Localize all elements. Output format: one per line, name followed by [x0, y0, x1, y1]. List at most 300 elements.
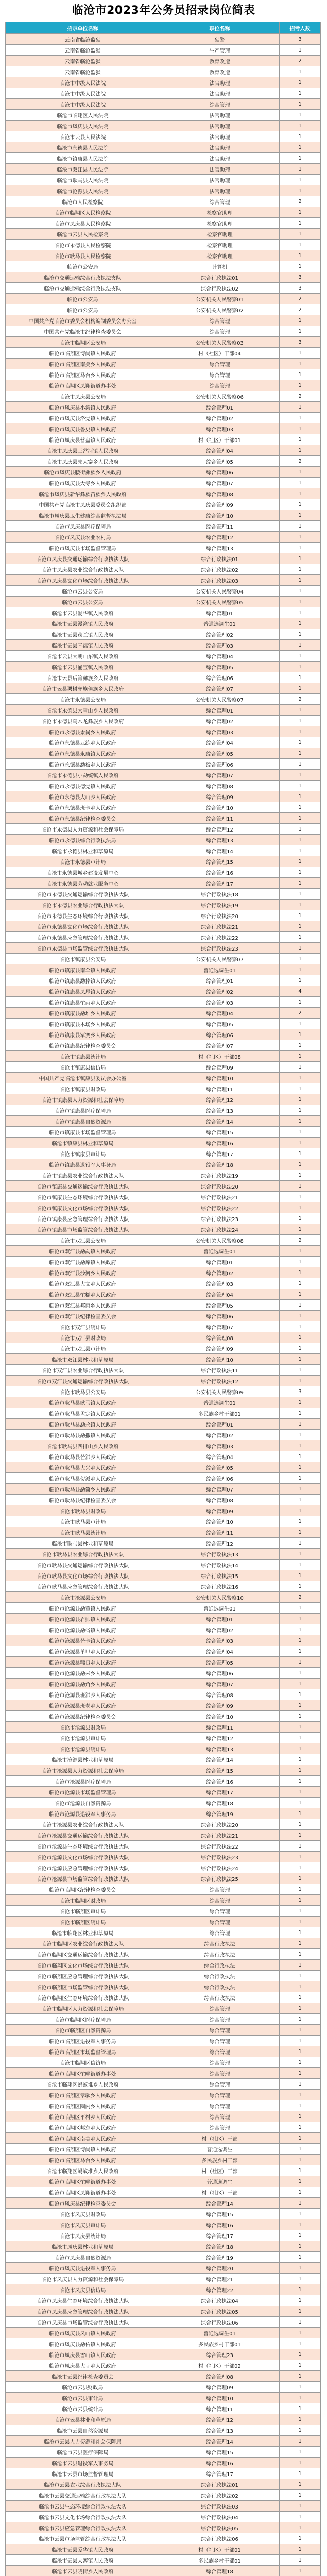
table-row	[6, 2252, 321, 2263]
unit-name-cell: 临沧市耿马县农业综合行政执法大队	[6, 1549, 160, 1560]
position-name-cell: 综合管理05	[160, 1462, 280, 1473]
unit-name-cell: 临沧市永德县人力资源和社会保障局	[6, 824, 160, 835]
table-row	[6, 1603, 321, 1614]
headcount-cell: 2	[280, 456, 321, 467]
headcount-cell: 2	[280, 391, 321, 402]
position-name-cell: 综合管理17	[160, 1148, 280, 1159]
position-name-cell: 综合行政执法20	[160, 1819, 280, 1830]
unit-name-cell: 临沧市镇康县信访局	[6, 1062, 160, 1073]
unit-name-cell: 临沧市云县大寨镇人民政府	[6, 2555, 160, 2566]
headcount-cell: 1	[280, 845, 321, 856]
unit-name-cell: 临沧市中级人民法院	[6, 99, 160, 110]
position-name-cell: 综合管理06	[160, 759, 280, 770]
unit-name-cell: 临沧市临翔区凤翔街道办事处	[6, 2187, 160, 2198]
position-name-cell: 综合管理03	[160, 726, 280, 737]
unit-name-cell: 临沧市永德县综合行政执法局	[6, 835, 160, 845]
headcount-cell: 1	[280, 1906, 321, 1917]
unit-name-cell: 临沧市镇康县纪律检查委员会	[6, 1040, 160, 1051]
headcount-cell: 1	[280, 2338, 321, 2349]
table-row	[6, 2057, 321, 2068]
table-row	[6, 2274, 321, 2284]
position-name-cell: 综合行政执法19	[160, 1170, 280, 1181]
unit-name-cell: 临沧市临翔区邦东乡人民政府	[6, 2122, 160, 2133]
position-name-cell: 普通选调生01	[160, 1603, 280, 1614]
headcount-cell: 1	[280, 2100, 321, 2111]
position-name-cell: 村（社区）干部04	[160, 348, 280, 359]
position-name-cell: 法官助理	[160, 185, 280, 196]
position-name-cell: 综合行政执法21	[160, 1192, 280, 1202]
position-name-cell: 综合管理15	[160, 2209, 280, 2219]
headcount-cell: 1	[280, 2155, 321, 2165]
unit-name-cell: 临沧市云县退役军人事务局	[6, 2458, 160, 2468]
unit-name-cell: 临沧市沧源县勐角乡人民政府	[6, 1679, 160, 1689]
headcount-cell: 1	[280, 1127, 321, 1138]
table-row	[6, 1235, 321, 1246]
headcount-cell: 1	[280, 2274, 321, 2284]
headcount-cell: 1	[280, 791, 321, 802]
unit-name-cell: 临沧市临翔区蚂蚁堆乡人民政府	[6, 2079, 160, 2090]
unit-name-cell: 临沧市沧源县自然资源局	[6, 1798, 160, 1808]
position-name-cell: 综合管理06	[160, 1029, 280, 1040]
position-name-cell: 综合管理09	[160, 1062, 280, 1073]
unit-name-cell: 临沧市凤庆县退役军人事务局	[6, 2263, 160, 2274]
headcount-cell: 3	[280, 1386, 321, 1397]
position-name-cell: 综合管理05	[160, 1019, 280, 1029]
headcount-cell: 1	[280, 1354, 321, 1365]
table-row	[6, 1592, 321, 1603]
position-name-cell: 综合管理02	[160, 986, 280, 997]
table-row	[6, 1657, 321, 1668]
unit-name-cell: 临沧市临翔区人民法院	[6, 110, 160, 121]
position-name-cell: 综合管理10	[160, 1354, 280, 1365]
position-name-cell: 综合管理	[160, 196, 280, 207]
table-row	[6, 1884, 321, 1895]
unit-name-cell: 临沧市双江县大文乡人民政府	[6, 1278, 160, 1289]
unit-name-cell: 临沧市凤庆县医疗保障局	[6, 521, 160, 532]
position-name-cell: 综合管理15	[160, 1765, 280, 1776]
table-row	[6, 121, 321, 131]
position-name-cell: 综合管理04	[160, 1289, 280, 1300]
headcount-cell: 1	[280, 1148, 321, 1159]
headcount-cell: 1	[280, 1170, 321, 1181]
unit-name-cell: 临沧市云县爱华镇人民政府	[6, 607, 160, 618]
position-name-cell: 村（社区）干部08	[160, 1051, 280, 1062]
position-name-cell: 综合行政执法15	[160, 1570, 280, 1581]
table-row	[6, 2512, 321, 2522]
unit-name-cell: 临沧市镇康县退役军人事务局	[6, 1159, 160, 1170]
headcount-cell: 1	[280, 2458, 321, 2468]
headcount-cell: 1	[280, 1722, 321, 1733]
headcount-cell: 1	[280, 1938, 321, 1949]
position-name-cell: 教育改造	[160, 56, 280, 66]
unit-name-cell: 临沧市永德县大雪山乡人民政府	[6, 705, 160, 716]
headcount-cell: 1	[280, 2566, 321, 2576]
table-row	[6, 2349, 321, 2360]
position-name-cell: 综合管理04	[160, 651, 280, 662]
position-name-cell: 综合行政执法01	[160, 553, 280, 564]
table-row	[6, 781, 321, 791]
position-name-cell: 公安机关人民警察06	[160, 391, 280, 402]
headcount-cell: 1	[280, 2187, 321, 2198]
position-name-cell: 普通选调生01	[160, 2328, 280, 2338]
unit-name-cell: 临沧市沧源县勐董镇人民政府	[6, 1603, 160, 1614]
unit-name-cell: 临沧市镇康县自然资源局	[6, 1116, 160, 1127]
unit-name-cell: 临沧市永德县亚练乡人民政府	[6, 737, 160, 748]
headcount-cell: 1	[280, 1365, 321, 1376]
unit-name-cell: 临沧市云县农业综合行政执法大队	[6, 2479, 160, 2490]
table-row	[6, 2198, 321, 2209]
unit-name-cell: 临沧市凤庆县统计局	[6, 2230, 160, 2241]
position-name-cell: 综合管理	[160, 315, 280, 326]
table-row	[6, 824, 321, 835]
unit-name-cell: 临沧市临翔区农业综合行政执法大队	[6, 1938, 160, 1949]
headcount-cell: 1	[280, 856, 321, 867]
table-row	[6, 1960, 321, 1971]
unit-name-cell: 临沧市永德县林业和草原局	[6, 845, 160, 856]
position-name-cell: 综合管理	[160, 2111, 280, 2122]
table-row	[6, 304, 321, 315]
headcount-cell: 1	[280, 478, 321, 488]
headcount-cell: 1	[280, 2544, 321, 2555]
table-row	[6, 2144, 321, 2155]
unit-name-cell: 临沧市双江县农业综合行政执法大队	[6, 1365, 160, 1376]
table-row	[6, 467, 321, 478]
unit-name-cell: 临沧市耿马县孟定镇人民政府	[6, 1408, 160, 1419]
position-name-cell: 综合管理12	[160, 1094, 280, 1105]
headcount-cell: 1	[280, 1895, 321, 1906]
position-name-cell: 综合行政执法	[160, 1992, 280, 2003]
headcount-cell: 1	[280, 1029, 321, 1040]
position-name-cell: 教育改造	[160, 66, 280, 77]
headcount-cell: 1	[280, 1949, 321, 1960]
table-row	[6, 1062, 321, 1073]
table-row	[6, 770, 321, 781]
unit-name-cell: 临沧市镇康县统计局	[6, 1051, 160, 1062]
unit-name-cell: 临沧市凤庆县郭大寨乡人民政府	[6, 456, 160, 467]
position-name-cell: 普通选调生	[160, 2144, 280, 2155]
unit-name-cell: 临沧市沧源县审计局	[6, 1733, 160, 1743]
table-row	[6, 56, 321, 66]
table-row	[6, 802, 321, 813]
position-name-cell: 综合行政执法22	[160, 1202, 280, 1213]
unit-name-cell: 临沧市临翔区南美乡人民政府	[6, 359, 160, 369]
headcount-cell: 3	[280, 272, 321, 283]
table-row	[6, 294, 321, 304]
position-name-cell: 法官助理	[160, 164, 280, 175]
headcount-cell: 1	[280, 1570, 321, 1581]
headcount-cell: 1	[280, 1787, 321, 1798]
unit-name-cell: 临沧市凤庆县市场监管综合行政执法大队	[6, 2317, 160, 2328]
table-row	[6, 1754, 321, 1765]
unit-name-cell: 临沧市沧源县勐省镇人民政府	[6, 1624, 160, 1635]
position-name-cell: 综合管理19	[160, 1808, 280, 1819]
position-name-cell: 检察官助理	[160, 240, 280, 250]
unit-name-cell: 临沧市凤庆县生态环境综合行政执法大队	[6, 2295, 160, 2306]
table-row	[6, 575, 321, 586]
table-row	[6, 835, 321, 845]
headcount-cell: 1	[280, 1473, 321, 1484]
unit-name-cell: 临沧市沧源县应急管理综合行政执法大队	[6, 1862, 160, 1873]
position-name-cell: 综合行政执法01	[160, 272, 280, 283]
headcount-cell: 1	[280, 662, 321, 672]
position-name-cell: 普通选调生01	[160, 618, 280, 629]
table-row	[6, 889, 321, 900]
headcount-cell: 1	[280, 770, 321, 781]
table-row	[6, 391, 321, 402]
table-row	[6, 1624, 321, 1635]
position-name-cell: 综合管理	[160, 1917, 280, 1927]
headcount-cell: 1	[280, 759, 321, 770]
position-name-cell: 综合管理	[160, 1906, 280, 1917]
headcount-cell: 1	[280, 2555, 321, 2566]
table-row	[6, 1473, 321, 1484]
position-name-cell: 检察官助理	[160, 229, 280, 240]
unit-name-cell: 临沧市耿马县林业和草原局	[6, 1538, 160, 1549]
table-row	[6, 954, 321, 964]
position-name-cell: 综合管理10	[160, 1711, 280, 1722]
table-row	[6, 1311, 321, 1321]
unit-name-cell: 临沧市双江县勐勐镇人民政府	[6, 1246, 160, 1257]
position-name-cell: 综合管理09	[160, 499, 280, 510]
table-row	[6, 662, 321, 672]
table-row	[6, 164, 321, 175]
headcount-cell: 1	[280, 2284, 321, 2295]
unit-name-cell: 临沧市沧源县市场监管综合行政执法大队	[6, 1873, 160, 1884]
position-name-cell: 综合管理11	[160, 813, 280, 824]
headcount-cell: 2	[280, 304, 321, 315]
unit-name-cell: 临沧市镇康县人力资源和社会保障局	[6, 1094, 160, 1105]
position-name-cell: 综合管理11	[160, 2403, 280, 2414]
headcount-cell: 1	[280, 153, 321, 164]
unit-name-cell: 临沧市镇康县市场监管综合行政执法大队	[6, 1224, 160, 1235]
unit-name-cell: 临沧市云县幸福镇人民政府	[6, 640, 160, 651]
headcount-cell: 1	[280, 716, 321, 726]
headcount-cell: 1	[280, 597, 321, 607]
position-name-cell: 多民族乡村干部01	[160, 2555, 280, 2566]
position-name-cell: 综合行政执法23	[160, 1213, 280, 1224]
headcount-cell: 1	[280, 640, 321, 651]
table-row	[6, 434, 321, 445]
headcount-cell: 1	[280, 521, 321, 532]
table-row	[6, 423, 321, 434]
unit-name-cell: 临沧市临翔区林业和草原局	[6, 1927, 160, 1938]
position-name-cell: 综合管理06	[160, 467, 280, 478]
table-row	[6, 2533, 321, 2544]
position-name-cell: 综合管理03	[160, 640, 280, 651]
unit-name-cell: 临沧市永德县文化市场综合行政执法大队	[6, 921, 160, 932]
position-name-cell: 检察官助理	[160, 250, 280, 261]
unit-name-cell: 临沧市沧源县文化市场综合行政执法大队	[6, 1852, 160, 1862]
headcount-cell: 1	[280, 1300, 321, 1311]
table-row	[6, 1040, 321, 1051]
table-row	[6, 672, 321, 683]
table-row	[6, 488, 321, 499]
position-name-cell: 检察官助理	[160, 207, 280, 218]
position-name-cell: 综合管理05	[160, 456, 280, 467]
position-name-cell: 综合管理11	[160, 1527, 280, 1538]
unit-name-cell: 临沧市永德县崇岗乡人民政府	[6, 726, 160, 737]
unit-name-cell: 临沧市永德县市场监管综合行政执法大队	[6, 943, 160, 954]
headcount-cell: 1	[280, 1430, 321, 1440]
table-row	[6, 1321, 321, 1332]
unit-name-cell: 临沧市双江县忙糯乡人民政府	[6, 1289, 160, 1300]
headcount-cell: 1	[280, 2360, 321, 2371]
unit-name-cell: 临沧市沧源县芒卡镇人民政府	[6, 1635, 160, 1646]
table-row	[6, 943, 321, 954]
unit-name-cell: 临沧市云县财政局	[6, 2382, 160, 2393]
table-row	[6, 1992, 321, 2003]
headcount-cell: 1	[280, 2079, 321, 2090]
headcount-cell: 1	[280, 261, 321, 272]
table-row	[6, 413, 321, 423]
position-name-cell: 综合管理	[160, 2090, 280, 2100]
unit-name-cell: 临沧市云县纪律检查委员会	[6, 2371, 160, 2382]
position-name-cell: 综合管理	[160, 380, 280, 391]
headcount-cell: 1	[280, 651, 321, 662]
unit-name-cell: 临沧市耿马县勐撒镇人民政府	[6, 1430, 160, 1440]
table-row	[6, 867, 321, 878]
table-row	[6, 240, 321, 250]
headcount-cell: 1	[280, 2317, 321, 2328]
headcount-cell: 3	[280, 34, 321, 45]
headcount-cell: 1	[280, 488, 321, 499]
unit-name-cell: 临沧市云县茂兰镇人民政府	[6, 629, 160, 640]
table-row	[6, 1819, 321, 1830]
position-name-cell: 法官助理	[160, 131, 280, 142]
table-row	[6, 1376, 321, 1386]
headcount-cell: 1	[280, 802, 321, 813]
table-row	[6, 813, 321, 824]
unit-name-cell: 临沧市凤庆县文化市场综合行政执法大队	[6, 575, 160, 586]
table-row	[6, 1981, 321, 1992]
table-row	[6, 2338, 321, 2349]
table-row	[6, 878, 321, 889]
position-name-cell: 综合管理	[160, 1884, 280, 1895]
table-row	[6, 564, 321, 575]
headcount-cell: 2	[280, 694, 321, 705]
position-name-cell: 法官助理	[160, 142, 280, 153]
table-row	[6, 348, 321, 359]
headcount-cell: 1	[280, 1484, 321, 1495]
unit-name-cell: 临沧市沧源县人力资源和社会保障局	[6, 1765, 160, 1776]
table-row	[6, 2544, 321, 2555]
table-row	[6, 1852, 321, 1862]
position-name-cell: 综合管理	[160, 1927, 280, 1938]
unit-name-cell: 临沧市临翔区自然资源局	[6, 2025, 160, 2036]
table-row	[6, 1462, 321, 1473]
table-row	[6, 1549, 321, 1560]
table-row	[6, 716, 321, 726]
position-name-cell: 综合行政执法19	[160, 900, 280, 910]
position-name-cell: 综合行政执法06	[160, 2533, 280, 2544]
headcount-cell: 1	[280, 2252, 321, 2263]
unit-name-cell: 临沧市临翔区马台乡人民政府	[6, 2155, 160, 2165]
table-row	[6, 2490, 321, 2501]
table-row	[6, 283, 321, 294]
headcount-cell: 1	[280, 1830, 321, 1841]
table-row	[6, 1787, 321, 1798]
table-row	[6, 131, 321, 142]
position-name-cell: 综合管理	[160, 2057, 280, 2068]
unit-name-cell: 临沧市沧源县交通运输综合行政执法大队	[6, 1830, 160, 1841]
table-row	[6, 900, 321, 910]
table-row	[6, 1938, 321, 1949]
table-row	[6, 2046, 321, 2057]
table-row	[6, 110, 321, 121]
table-row	[6, 88, 321, 99]
headcount-cell: 1	[280, 2057, 321, 2068]
position-name-cell: 综合管理03	[160, 1278, 280, 1289]
table-row	[6, 2068, 321, 2079]
unit-name-cell: 云南省临沧监狱	[6, 66, 160, 77]
table-row	[6, 2176, 321, 2187]
headcount-cell: 1	[280, 359, 321, 369]
position-name-cell: 综合管理	[160, 2003, 280, 2014]
table-row	[6, 964, 321, 975]
position-name-cell: 综合管理03	[160, 1440, 280, 1451]
headcount-cell: 1	[280, 813, 321, 824]
unit-name-cell: 临沧市凤庆县应急管理综合行政执法大队	[6, 2306, 160, 2317]
position-name-cell: 综合管理09	[160, 1505, 280, 1516]
position-name-cell: 综合行政执法02	[160, 2490, 280, 2501]
unit-name-cell: 临沧市凤庆县纪律检查委员会	[6, 2198, 160, 2209]
position-name-cell: 综合管理14	[160, 1116, 280, 1127]
headcount-cell: 1	[280, 2479, 321, 2490]
headcount-cell: 1	[280, 2209, 321, 2219]
unit-name-cell: 临沧市凤庆县卫生健康综合监督执法局	[6, 510, 160, 521]
unit-name-cell: 临沧市凤庆县三岔河镇人民政府	[6, 445, 160, 456]
headcount-cell: 1	[280, 1668, 321, 1679]
headcount-cell: 1	[280, 1408, 321, 1419]
headcount-cell: 1	[280, 1040, 321, 1051]
position-name-cell: 综合管理23	[160, 2349, 280, 2360]
unit-name-cell: 临沧市耿马县交通运输综合行政执法大队	[6, 1560, 160, 1570]
headcount-cell: 1	[280, 997, 321, 1008]
table-row	[6, 1733, 321, 1743]
unit-name-cell: 临沧市凤庆县洛党镇人民政府	[6, 413, 160, 423]
table-row	[6, 2436, 321, 2447]
unit-name-cell: 云南省临沧监狱	[6, 56, 160, 66]
headcount-cell: 1	[280, 2533, 321, 2544]
position-name-cell: 综合管理06	[160, 1473, 280, 1484]
table-row	[6, 1743, 321, 1754]
position-name-cell: 综合管理19	[160, 2252, 280, 2263]
position-name-cell: 综合管理06	[160, 1311, 280, 1321]
headcount-cell: 1	[280, 618, 321, 629]
position-name-cell: 综合管理07	[160, 1484, 280, 1495]
headcount-cell: 1	[280, 131, 321, 142]
headcount-cell: 3	[280, 337, 321, 348]
unit-name-cell: 云南省临沧监狱	[6, 34, 160, 45]
table-row	[6, 2155, 321, 2165]
headcount-cell: 1	[280, 1581, 321, 1592]
position-name-cell: 村（社区）干部01	[160, 434, 280, 445]
headcount-cell: 1	[280, 1798, 321, 1808]
unit-name-cell: 临沧市永德县交通运输综合行政执法大队	[6, 889, 160, 900]
table-row	[6, 1440, 321, 1451]
position-name-cell: 综合管理	[160, 99, 280, 110]
headcount-cell: 1	[280, 2144, 321, 2155]
position-name-cell: 综合管理04	[160, 1451, 280, 1462]
table-row	[6, 34, 321, 45]
position-name-cell: 综合管理	[160, 2046, 280, 2057]
unit-name-cell: 临沧市耿马县财政局	[6, 1505, 160, 1516]
table-row	[6, 1679, 321, 1689]
position-name-cell: 综合管理01	[160, 402, 280, 413]
table-row	[6, 1138, 321, 1148]
table-header	[6, 22, 321, 34]
headcount-cell: 1	[280, 964, 321, 975]
